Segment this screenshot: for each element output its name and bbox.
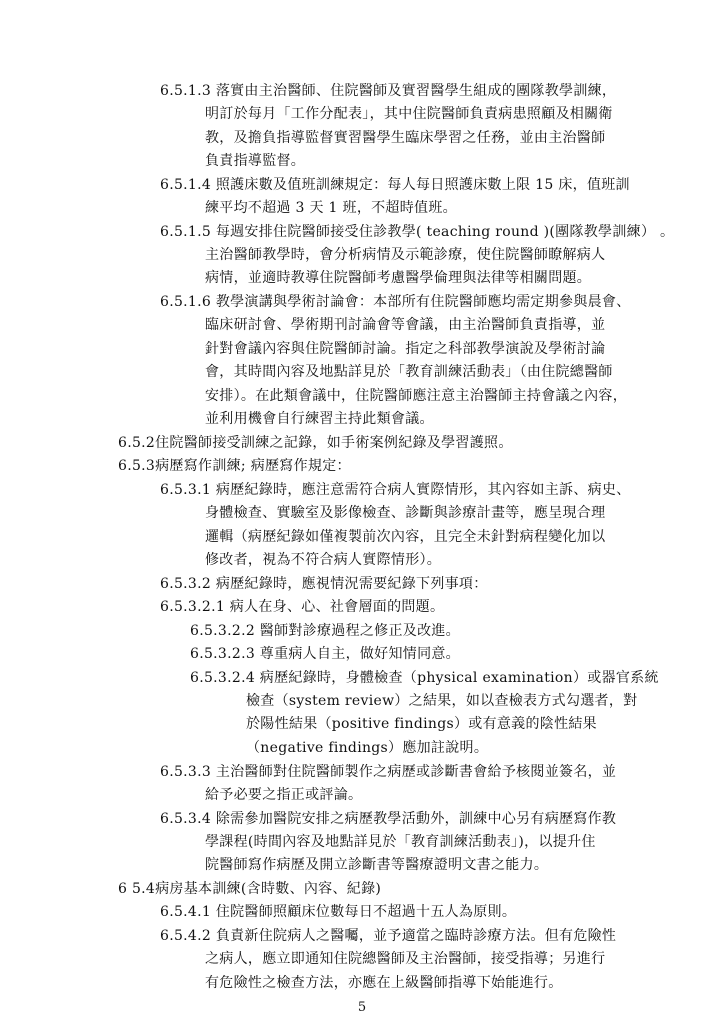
text-line: 院醫師寫作病歷及開立診斷書等醫療證明文書之能力。 xyxy=(205,857,549,873)
text-line: 病情，並適時教導住院醫師考慮醫學倫理與法律等相關問題。 xyxy=(205,270,592,286)
section-heading: 6 5.4病房基本訓練(含時數、內容、紀錄) xyxy=(118,881,382,897)
text-line: 明訂於每月「工作分配表」，其中住院醫師負責病患照顧及相關衛 xyxy=(205,106,613,122)
text-line: 之病人，應立即通知住院總醫師及主治醫師，接受指導；另進行 xyxy=(205,951,606,967)
text-line: 學課程(時間內容及地點詳見於「教育訓練活動表」)，以提升住 xyxy=(205,834,596,850)
text-line: 6.5.1.5 每週安排住院醫師接受住診教學( teaching round )(團隊教學訓練） 。 xyxy=(160,224,675,240)
text-line: 修改者，視為不符合病人實際情形）。 xyxy=(205,552,442,568)
page-number: 5 xyxy=(357,1000,367,1015)
text-line: 6.5.3.1 病歷紀錄時，應注意需符合病人實際情形，其內容如主訴、病史、 xyxy=(160,482,631,498)
text-line: 有危險性之檢查方法，亦應在上級醫師指導下始能進行。 xyxy=(205,975,563,991)
text-line: 練平均不超過 3 天 1 班，不超時值班。 xyxy=(205,200,457,216)
text-line: 6.5.4.2 負責新住院病人之醫囑，並予適當之臨時診療方法。但有危險性 xyxy=(160,928,617,944)
text-line: 並利用機會自行練習主持此類會議。 xyxy=(205,411,434,427)
text-line: 6.5.3.4 除需參加醫院安排之病歷教學活動外，訓練中心另有病歷寫作教 xyxy=(160,811,617,827)
text-line: （negative findings）應加註說明。 xyxy=(246,740,489,756)
text-line: 6.5.3.2.4 病歷紀錄時，身體檢查（physical examination）或器官系統 xyxy=(190,670,659,686)
text-line: 給予必要之指正或評論。 xyxy=(205,787,363,803)
text-line: 針對會議內容與住院醫師討論。指定之科部教學演說及學術討論 xyxy=(205,341,606,357)
section-heading: 6.5.2住院醫師接受訓練之記錄，如手術案例紀錄及學習護照。 xyxy=(118,435,513,451)
section-heading: 6.5.3病歷寫作訓練; 病歷寫作規定： xyxy=(118,458,351,474)
text-line: 教，及擔負指導監督實習醫學生臨床學習之任務，並由主治醫師 xyxy=(205,130,606,146)
text-line: 6.5.3.2.3 尊重病人自主，做好知情同意。 xyxy=(190,646,460,662)
text-line: 臨床研討會、學術期刊討論會等會議，由主治醫師負責指導，並 xyxy=(205,317,606,333)
text-line: 負責指導監督。 xyxy=(205,153,306,169)
text-line: 6.5.3.2 病歷紀錄時，應視情況需要紀錄下列事項： xyxy=(160,576,488,592)
text-line: 6.5.1.3 落實由主治醫師、住院醫師及實習醫學生組成的團隊教學訓練， xyxy=(160,83,617,99)
text-line: 6.5.1.4 照護床數及值班訓練規定：每人每日照護床數上限 15 床，值班訓 xyxy=(160,177,630,193)
text-line: 6.5.1.6 教學演講與學術討論會：本部所有住院醫師應均需定期參與晨會、 xyxy=(160,294,631,310)
text-line: 6.5.3.2.1 病人在身、心、社會層面的問題。 xyxy=(160,599,445,615)
text-line: 邏輯（病歷紀錄如僅複製前次內容，且完全未針對病程變化加以 xyxy=(205,529,606,545)
text-line: 會，其時間內容及地點詳見於「教育訓練活動表」（由住院總醫師 xyxy=(205,364,613,380)
text-line: 主治醫師教學時，會分析病情及示範診療，使住院醫師瞭解病人 xyxy=(205,247,606,263)
text-line: 身體檢查、實驗室及影像檢查、診斷與診療計畫等，應呈現合理 xyxy=(205,505,606,521)
text-line: 6.5.3.2.2 醫師對診療過程之修正及改進。 xyxy=(190,623,460,639)
text-line: 檢查（system review）之結果，如以查檢表方式勾選者，對 xyxy=(246,693,638,709)
text-line: 6.5.4.1 住院醫師照顧床位數每日不超過十五人為原則。 xyxy=(160,904,517,920)
text-line: 於陽性結果（positive findings）或有意義的陰性結果 xyxy=(246,716,597,732)
text-line: 安排）。在此類會議中，住院醫師應注意主治醫師主持會議之內容， xyxy=(205,388,627,404)
text-line: 6.5.3.3 主治醫師對住院醫師製作之病歷或診斷書會給予核閱並簽名，並 xyxy=(160,764,617,780)
